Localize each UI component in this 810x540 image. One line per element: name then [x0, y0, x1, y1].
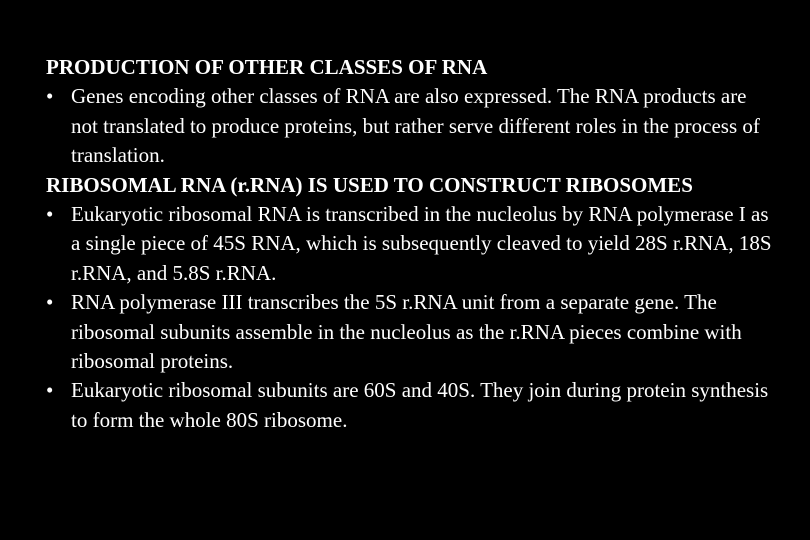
bullet-text: Genes encoding other classes of RNA are also expressed. The RNA products are not translated to produce proteins, but rather serve different roles in the process of translation. — [71, 84, 760, 168]
slide-content — [46, 53, 776, 435]
bullet-icon: • — [46, 202, 54, 227]
bullet-item — [46, 200, 776, 288]
bullet-icon: • — [46, 290, 54, 315]
bullet-text: Eukaryotic ribosomal subunits are 60S and 40S. They join during protein synthesis to form the whole 80S ribosome. — [71, 378, 769, 432]
bullet-icon: • — [46, 84, 54, 109]
section-heading-ribosomal: RIBOSOMAL RNA (r.RNA) IS USED TO CONSTRUCT RIBOSOMES — [46, 172, 693, 197]
bullet-item — [46, 82, 776, 170]
bullet-item — [46, 376, 776, 435]
section-heading-production: PRODUCTION OF OTHER CLASSES OF RNA — [46, 55, 488, 79]
bullet-text: Eukaryotic ribosomal RNA is transcribed in the nucleolus by RNA polymerase I as a single piece of 45S RNA, which is subsequently cleaved to yield 28S r.RNA, 18S r.RNA, and 5.8S r.RNA. — [71, 202, 772, 285]
bullet-icon: • — [46, 378, 54, 403]
bullet-item — [46, 288, 776, 376]
bullet-text: RNA polymerase III transcribes the 5S r.RNA unit from a separate gene. The ribosomal subunits assemble in the nucleolus as the r.RNA pieces combine with ribosomal proteins. — [71, 290, 742, 374]
